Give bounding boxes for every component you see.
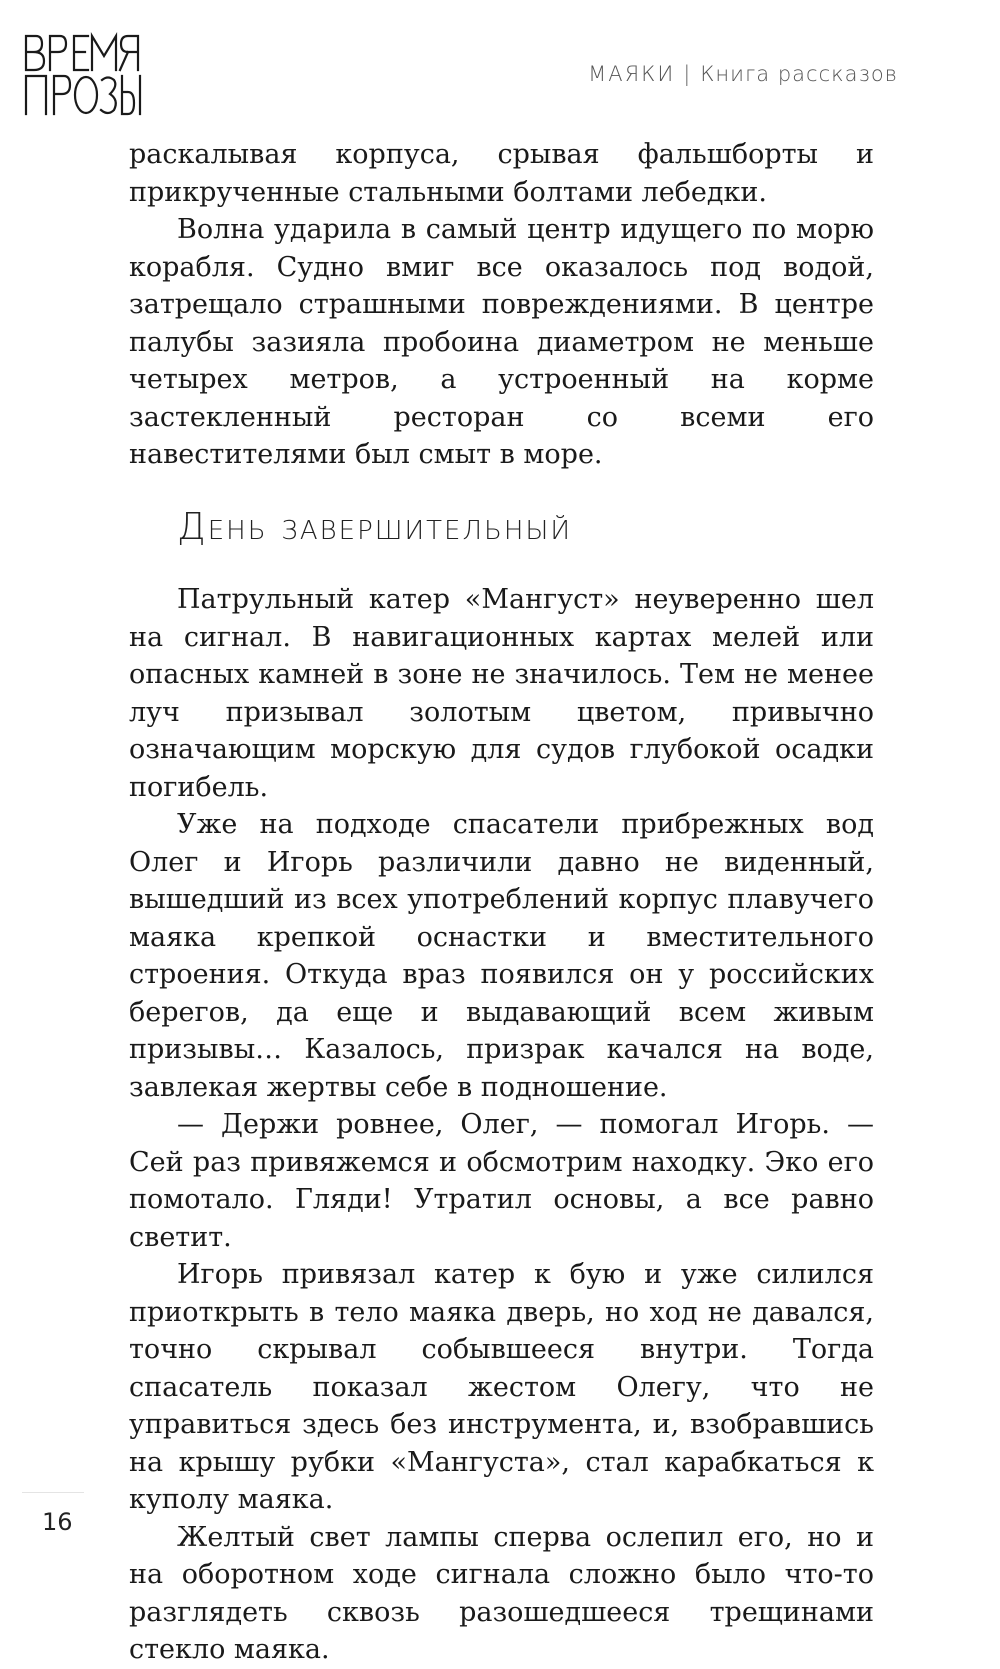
paragraph: раскалывая корпуса, срывая фальшборты и прикрученные стальными болтами лебедки. (129, 139, 874, 208)
paragraph: Желтый свет лампы сперва ослепил его, но и на оборотном ходе сигнала сложно было что-то разглядеть сквозь разошедшееся трещинами стекло маяка. (129, 1521, 874, 1665)
paragraph: Уже на подходе спасатели прибрежных вод Олег и Игорь различили давно не виденный, вышедший из всех употреблений корпус плавучего маяка крепкой оснастки и вместительного строения. Откуда враз появился он у российских берегов, да еще и выдавающий всем живым призывы… Казалось, призрак качался на воде, завлекая жертвы себе в подношение. (129, 809, 874, 1103)
paragraph: — Держи ровнее, Олег, — помогал Игорь. — Сей раз привяжемся и обсмотрим находку. Эко его помотало. Гляди! Утратил основы, а все равно светит. (129, 1109, 874, 1253)
body-text-chapter (129, 581, 874, 1669)
running-head-title: МАЯКИ (588, 62, 676, 86)
paragraph: Патрульный катер «Мангуст» неуверенно шел на сигнал. В навигационных картах мелей или опасных камней в зоне не значилось. Тем не менее луч призывал золотым цветом, привычно означающим морскую для судов глубокой осадки погибель. (129, 584, 874, 803)
running-head-subtitle: Книга рассказов (700, 62, 898, 86)
paragraph: Игорь привязал катер к бую и уже силился приоткрыть в тело маяка дверь, но ход не давался, точно скрывал собывшееся внутри. Тогда спасатель показал жестом Олегу, что не управиться здесь без инструмента, и, взобравшись на крышу рубки «Мангуста», стал карабкаться к куполу маяка. (129, 1259, 874, 1515)
chapter-title: День завершительный (177, 505, 572, 548)
running-head (588, 62, 898, 86)
body-text-top (129, 136, 874, 474)
running-head-separator: | (683, 62, 693, 86)
paragraph: Волна ударила в самый центр идущего по морю корабля. Судно вмиг все оказалось под водой, затрещало страшными повреждениями. В центре палубы зазияла пробоина диаметром не меньше четырех метров, а устроенный на корме застекленный ресторан со всеми его навестителями был смыт в море. (129, 214, 874, 470)
logo-lettering (22, 30, 142, 120)
publisher-logo (22, 30, 142, 120)
divider (22, 1492, 84, 1493)
page-number: 16 (42, 1508, 73, 1536)
